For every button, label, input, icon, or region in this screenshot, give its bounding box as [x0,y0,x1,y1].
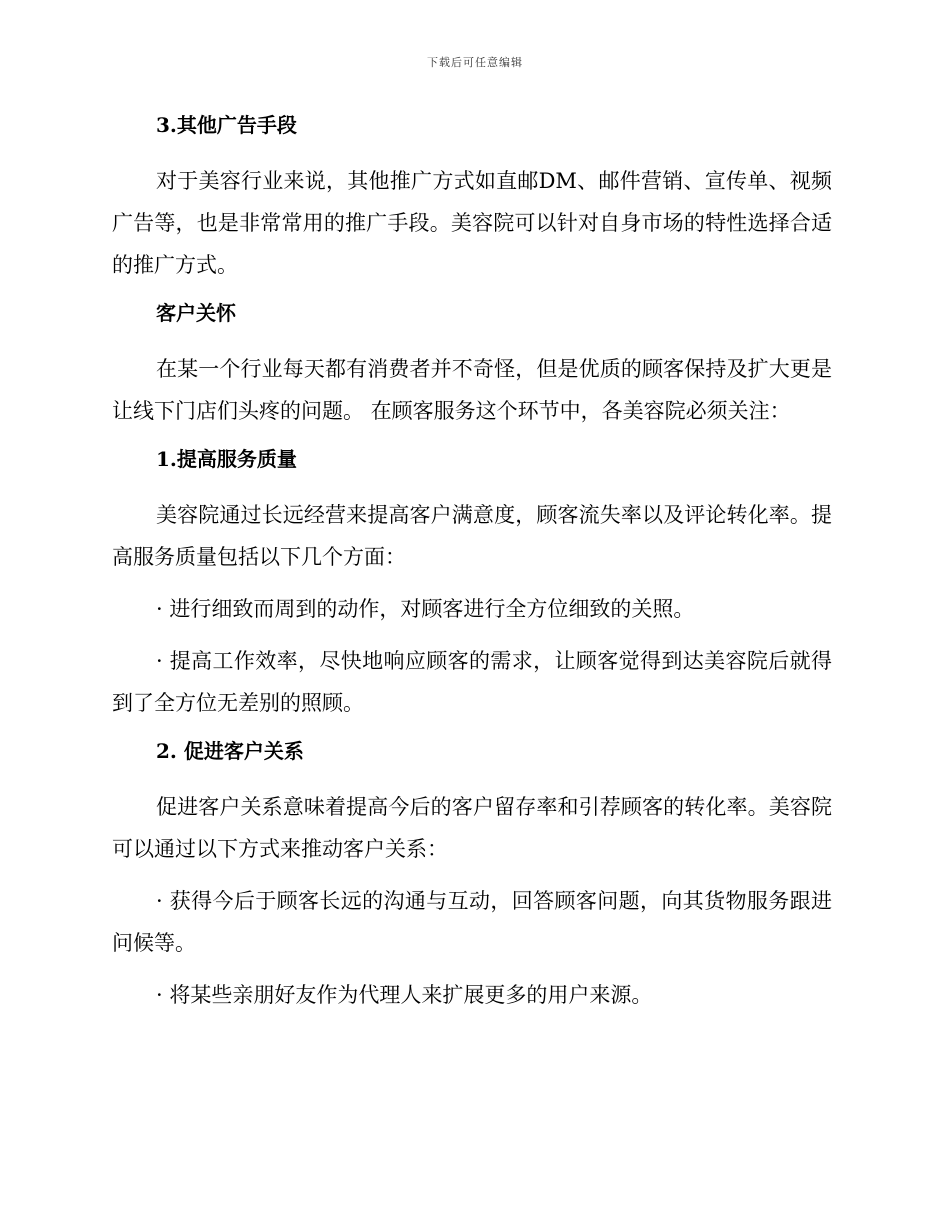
section-heading-customer-relations: 2. 促进客户关系 [156,739,304,763]
bullet-item: · 进行细致而周到的动作，对顾客进行全方位细致的关照。 [156,597,695,621]
paragraph-customer-relations: 促进客户关系意味着提高今后的客户留存率和引荐顾客的转化率。美容院可以通过以下方式来推动客户关系： [112,795,832,861]
paragraph-customer-care: 在某一个行业每天都有消费者并不奇怪，但是优质的顾客保持及扩大更是让线下门店们头疼的问题。 在顾客服务这个环节中，各美容院必须关注： [112,357,832,423]
paragraph-other-ads: 对于美容行业来说，其他推广方式如直邮DM、邮件营销、宣传单、视频广告等，也是非常常用的推广手段。美容院可以针对自身市场的特性选择合适的推广方式。 [112,169,832,277]
document-body [112,108,832,1026]
page-header: 下载后可任意编辑 [427,56,523,69]
section-heading-other-ads: 3.其他广告手段 [156,113,297,137]
section-heading-service-quality: 1.提高服务质量 [156,447,297,471]
bullet-item: · 将某些亲朋好友作为代理人来扩展更多的用户来源。 [156,983,653,1007]
bullet-item: · 提高工作效率，尽快地响应顾客的需求，让顾客觉得到达美容院后就得到了全方位无差别的照顾。 [112,649,832,715]
section-heading-customer-care: 客户关怀 [156,301,236,325]
paragraph-service-quality: 美容院通过长远经营来提高客户满意度，顾客流失率以及评论转化率。提高服务质量包括以下几个方面： [112,503,832,569]
bullet-item: · 获得今后于顾客长远的沟通与互动，回答顾客问题，向其货物服务跟进问候等。 [112,889,832,955]
